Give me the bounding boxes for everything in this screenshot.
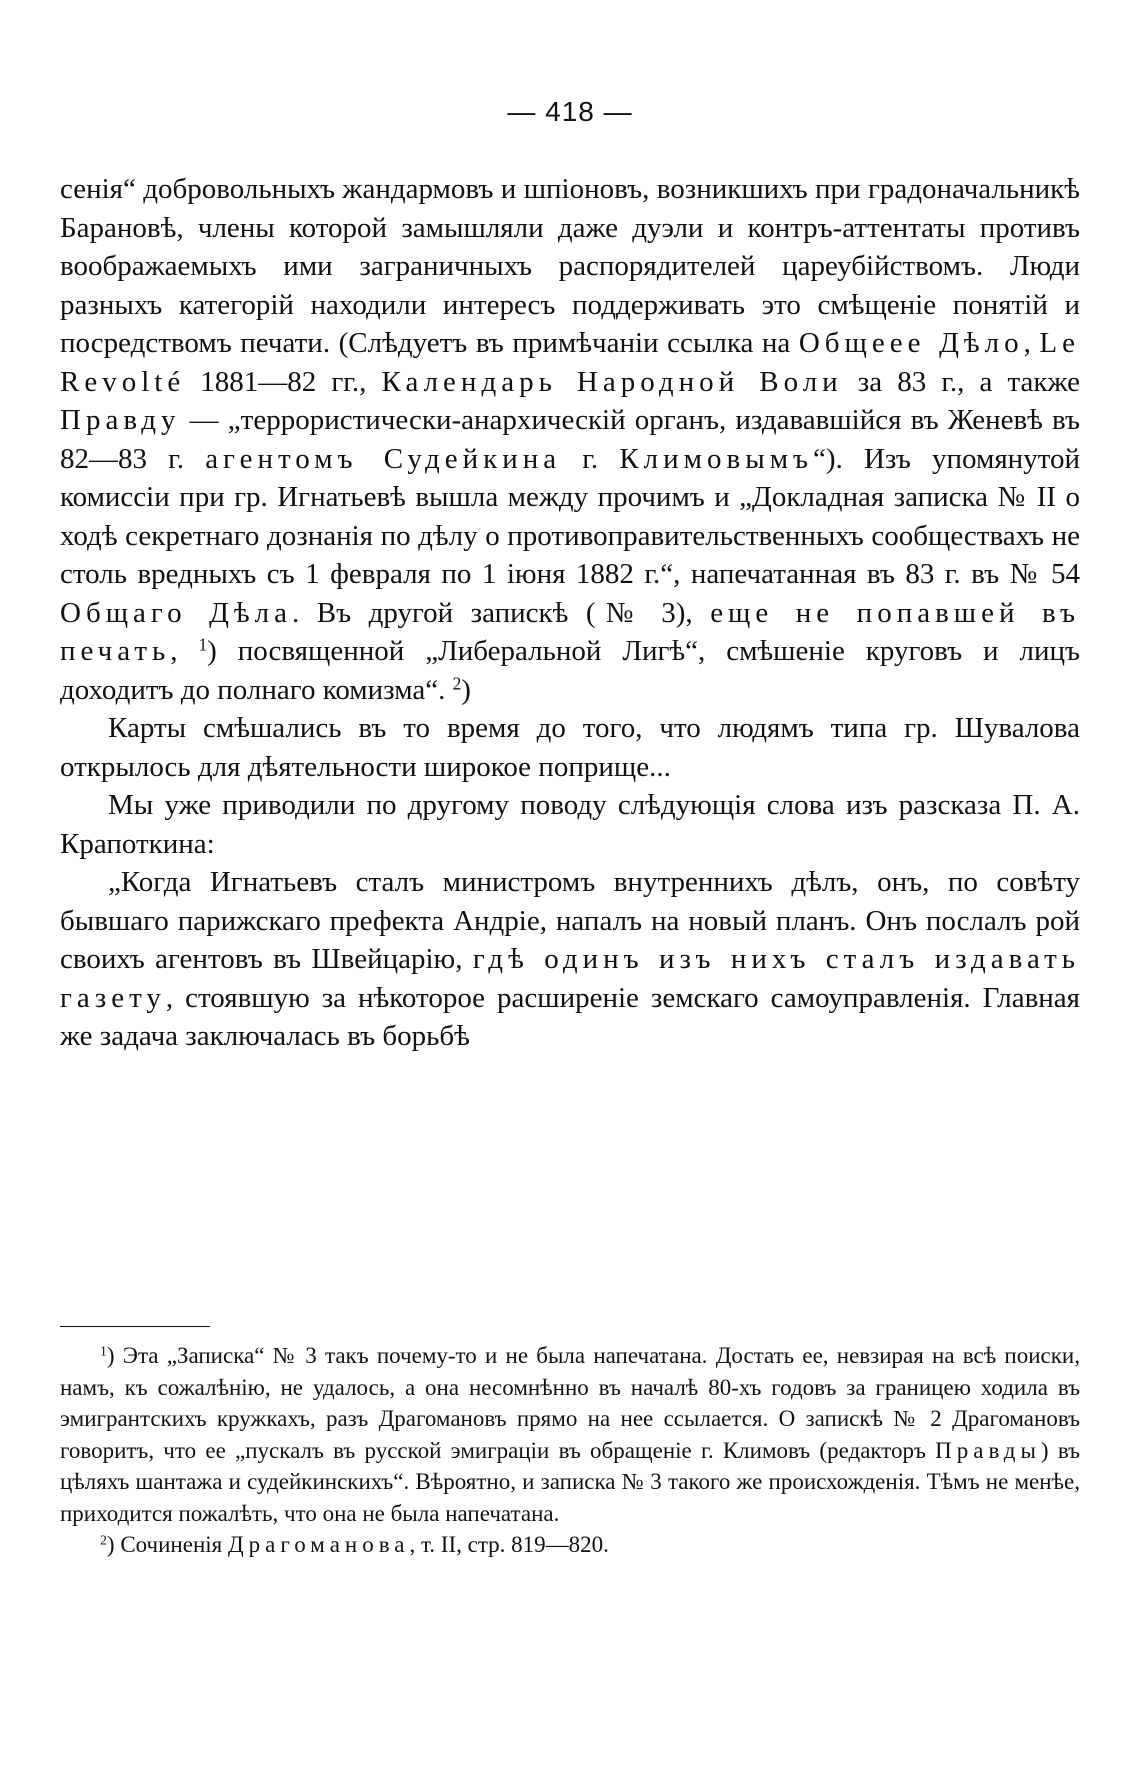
spaced-emphasis: Общаго Дѣла bbox=[60, 596, 292, 629]
paragraph bbox=[60, 863, 1080, 1056]
text-run: , стоявшую за нѣкоторое расширеніе земскаго самоуправленія. Главная же задача заключалась въ борьбѣ bbox=[60, 981, 1080, 1052]
spaced-emphasis: Le Revolté bbox=[60, 327, 1080, 398]
footnotes bbox=[60, 1340, 1080, 1561]
footnote-marker: 1 bbox=[198, 634, 208, 655]
text-run: Карты смѣшались въ то время до того, что людямъ типа гр. Шувалова открылось для дѣятельности широкое поприще... bbox=[60, 712, 1080, 783]
text-run: . Въ другой запискѣ (№ 3), bbox=[291, 596, 711, 629]
text-run: , bbox=[1023, 327, 1040, 359]
spaced-emphasis: еще не попавшей въ печать bbox=[60, 596, 1080, 667]
footnote bbox=[60, 1340, 1080, 1529]
text-run: г. bbox=[561, 442, 620, 475]
text-run: ) посвященной „Либеральной Лигѣ“, смѣшеніе круговъ и лицъ доходитъ до полнаго комизма“. bbox=[60, 635, 1080, 706]
text-run: Мы уже приводили по другому поводу слѣдующія слова изъ разсказа П. А. Крапоткина: bbox=[60, 789, 1080, 860]
spaced-emphasis: Драгоманова bbox=[227, 1532, 410, 1557]
page-number: — 418 — bbox=[507, 96, 633, 127]
text-run: , bbox=[170, 635, 199, 667]
text-run: ) въ цѣляхъ шантажа и судейкинскихъ“. Вѣроятно, и записка № 3 такого же происхожденія. Тѣмъ не менѣе, приходится пожалѣть, что она не была напечатана. bbox=[60, 1437, 1081, 1526]
spaced-emphasis: Климовымъ bbox=[619, 442, 814, 475]
text-run: , т. II, стр. 819—820. bbox=[409, 1532, 609, 1557]
footnote-marker: 1 bbox=[100, 1343, 107, 1359]
paragraph bbox=[60, 170, 1080, 709]
spaced-emphasis: Общеее Дѣло bbox=[798, 327, 1024, 359]
spaced-emphasis: Правду bbox=[60, 404, 181, 436]
spaced-emphasis: гдѣ одинъ изъ нихъ сталъ издавать газету bbox=[60, 943, 1080, 1014]
text-run: сенія“ добровольныхъ жандармовъ и шпіоновъ, возникшихъ при градоначальникѣ Барановѣ, члены которой замышляли даже дуэли и контръ-аттентаты противъ воображаемыхъ ими заграничныхъ распорядителей цареубійствомъ. Люди разныхъ категорій находили интересъ поддерживать это смѣщеніе понятій и посредствомъ печати. (Слѣдуетъ въ примѣчаніи ссылка на bbox=[60, 173, 1080, 359]
text-run: “). Изъ упомянутой комиссіи при гр. Игнатьевѣ вышла между прочимъ и „Докладная записка № II о ходѣ секретнаго дознанія по дѣлу о противоправительственныхъ сообществахъ не столь вредныхъ съ 1 февраля по 1 іюня 1882 г.“, напечатанная въ 83 г. въ № 54 bbox=[60, 442, 1081, 590]
main-text bbox=[60, 170, 1080, 1056]
book-page bbox=[60, 0, 1080, 1786]
spaced-emphasis: Календарь Народной Воли bbox=[381, 365, 843, 398]
spaced-emphasis: Правды bbox=[935, 1437, 1041, 1463]
text-run: ) Сочиненія bbox=[106, 1532, 228, 1557]
paragraph bbox=[60, 709, 1080, 786]
text-run: — „террористически-анархическій органъ, издававшійся въ Женевѣ въ 82—83 г. bbox=[60, 404, 1080, 475]
text-run: 1881—82 гг., bbox=[185, 365, 382, 398]
paragraph bbox=[60, 786, 1080, 863]
text-run: ) Эта „Записка“ № 3 такъ почему-то и не была напечатана. Достать ее, невзирая на всѣ поиски, намъ, къ сожалѣнію, не удалось, а она несомнѣнно въ началѣ 80-хъ годовъ за границею ходила въ эмигрантскихъ кружкахъ, разъ Драгомановъ прямо на нее ссылается. О запискѣ № 2 Драгомановъ говоритъ, что ее „пускалъ въ русской эмиграціи въ обращеніе г. Климовъ (редакторъ bbox=[60, 1343, 1080, 1463]
footnote-divider bbox=[60, 1326, 210, 1327]
footnote-marker: 2 bbox=[100, 1532, 107, 1548]
text-run: ) bbox=[461, 673, 471, 706]
footnote bbox=[60, 1529, 1080, 1561]
text-run: за 83 г., а также bbox=[842, 365, 1081, 398]
text-run: „Когда Игнатьевъ сталъ министромъ внутреннихъ дѣлъ, онъ, по совѣту бывшаго парижскаго префекта Андріе, напалъ на новый планъ. Онъ послалъ рой своихъ агентовъ въ Швейцарію, bbox=[60, 866, 1080, 975]
footnote-marker: 2 bbox=[452, 672, 462, 693]
spaced-emphasis: агентомъ Судейкина bbox=[205, 442, 562, 475]
